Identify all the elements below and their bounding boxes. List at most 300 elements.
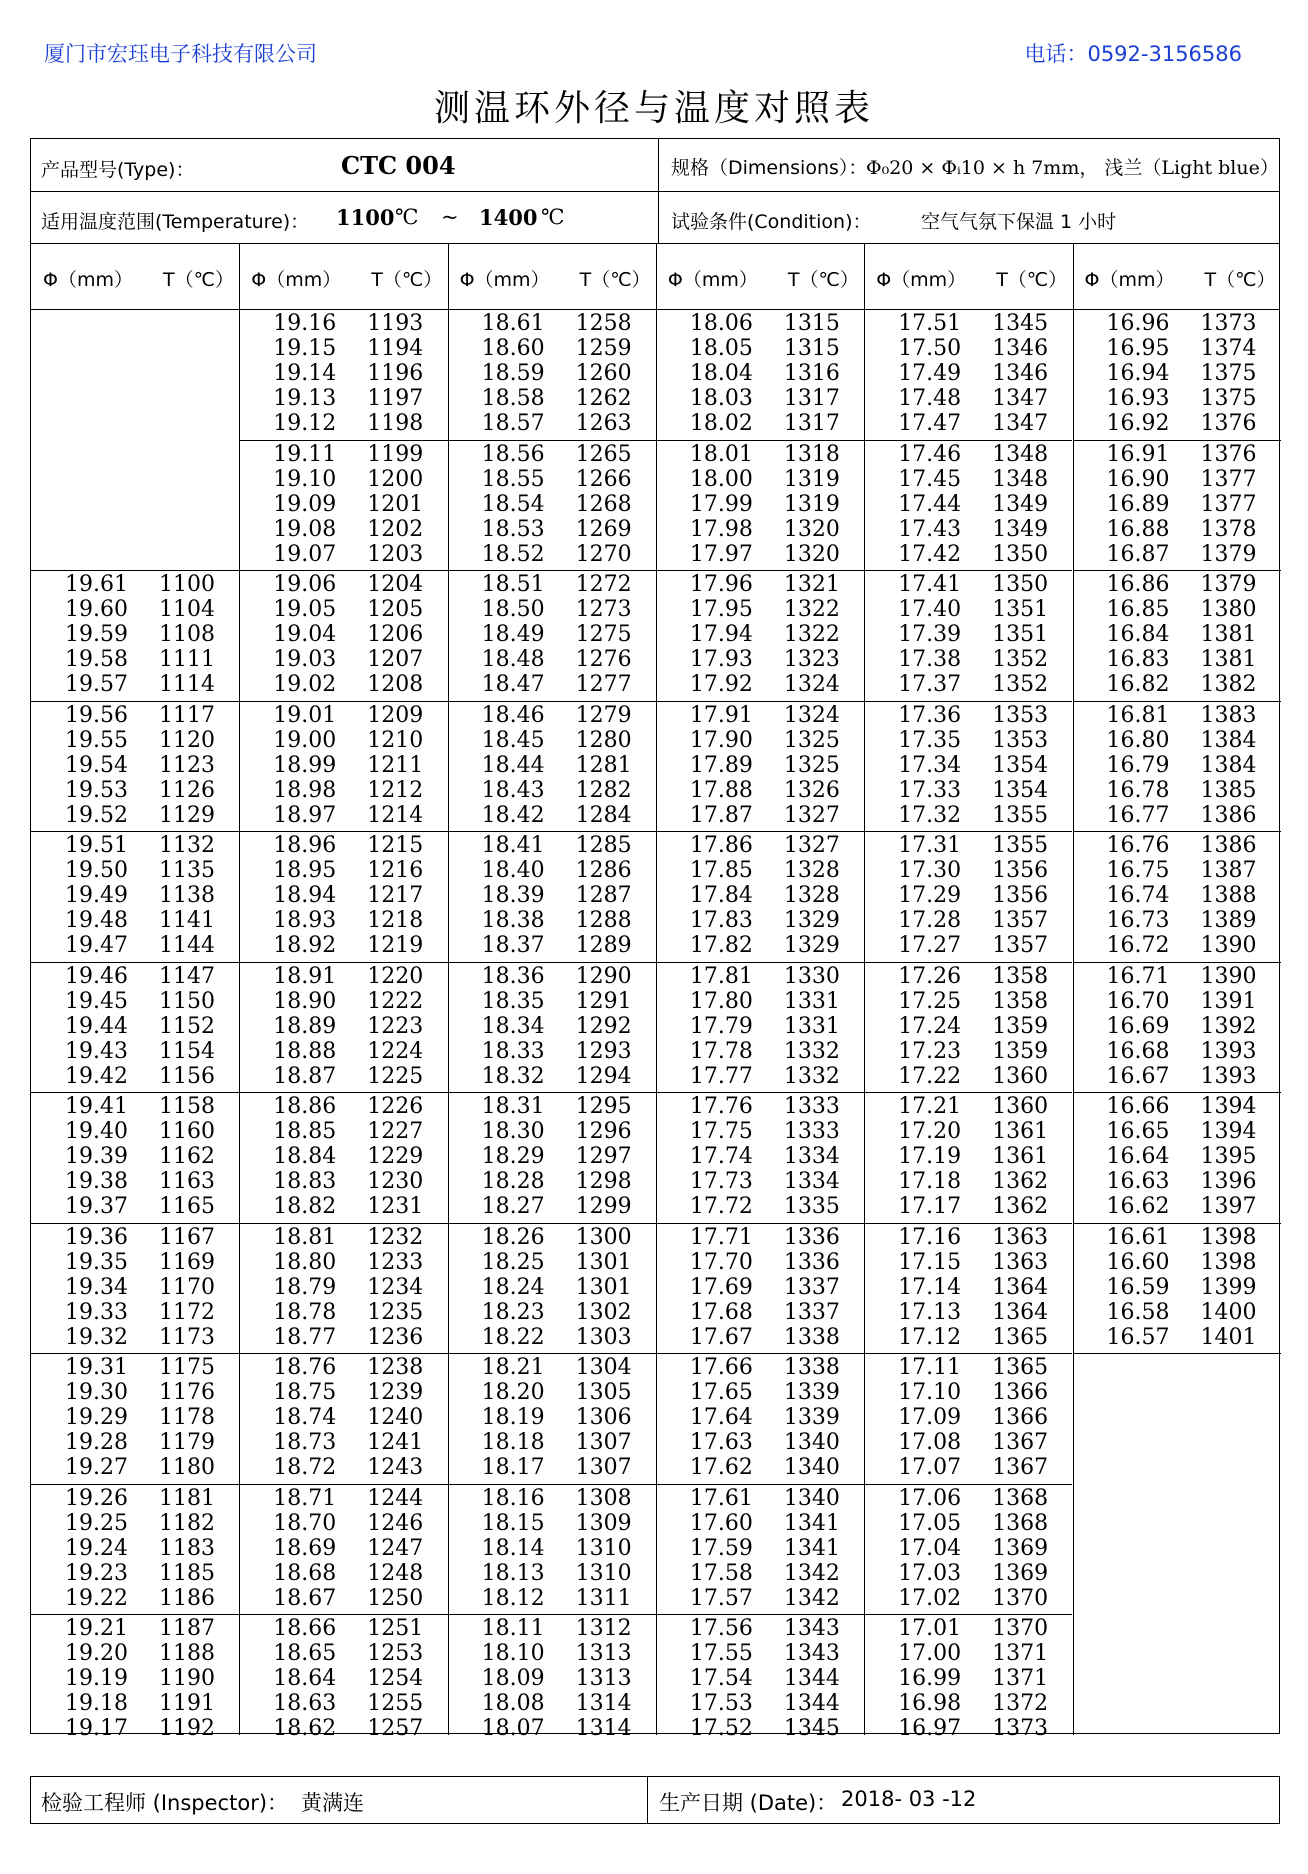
diameter-value: 17.20 xyxy=(898,1119,962,1144)
table-row xyxy=(239,1275,447,1300)
table-row xyxy=(864,1355,1072,1380)
table-row xyxy=(1073,1014,1281,1039)
table-row xyxy=(1073,1094,1281,1119)
diameter-value: 16.70 xyxy=(1106,988,1170,1014)
temperature-value: 1360 xyxy=(992,1063,1049,1089)
temperature-value: 1324 xyxy=(783,672,840,697)
table-row xyxy=(448,492,656,517)
table-row xyxy=(1073,833,1281,858)
diameter-value: 17.88 xyxy=(689,777,753,803)
dimensions-label: 规格（Dimensions）： xyxy=(671,157,868,179)
diameter-value: 17.99 xyxy=(689,491,753,517)
temperature-value: 1339 xyxy=(783,1405,840,1430)
table-row xyxy=(656,492,864,517)
temperature-value: 1231 xyxy=(367,1194,424,1219)
diameter-value: 17.09 xyxy=(898,1405,962,1430)
temperature-value: 1313 xyxy=(575,1641,632,1666)
table-row xyxy=(864,336,1072,361)
table-row xyxy=(239,1561,447,1586)
type-value: CTC 004 xyxy=(341,151,456,180)
temperature-value: 1311 xyxy=(575,1585,632,1611)
diameter-value: 17.13 xyxy=(898,1299,962,1325)
temperature-value: 1176 xyxy=(159,1380,215,1405)
diameter-value: 17.77 xyxy=(689,1063,753,1089)
table-row xyxy=(864,933,1072,958)
diameter-value: 18.92 xyxy=(273,933,337,958)
temperature-value: 1254 xyxy=(367,1666,424,1691)
temperature-value: 1319 xyxy=(783,466,840,492)
temperature-value: 1279 xyxy=(575,702,632,728)
diameter-value: 18.71 xyxy=(273,1485,337,1511)
diameter-value: 17.22 xyxy=(898,1063,962,1089)
temperature-value: 1114 xyxy=(159,672,215,697)
diameter-value: 18.10 xyxy=(481,1641,545,1666)
diameter-value: 17.18 xyxy=(898,1169,962,1194)
table-row xyxy=(1073,572,1281,597)
table-row xyxy=(239,1225,447,1250)
temperature-value: 1354 xyxy=(992,777,1049,803)
diameter-value: 17.44 xyxy=(898,491,962,517)
diameter-value: 18.07 xyxy=(481,1716,545,1741)
temperature-value: 1238 xyxy=(367,1355,424,1380)
temperature-value: 1398 xyxy=(1200,1224,1257,1250)
table-row xyxy=(656,442,864,467)
diameter-value: 18.65 xyxy=(273,1641,337,1666)
temperature-value: 1173 xyxy=(159,1324,215,1350)
range-unit: ℃ xyxy=(541,205,565,229)
divider xyxy=(647,1777,648,1823)
temperature-value: 1200 xyxy=(367,466,424,492)
diameter-value: 19.47 xyxy=(65,933,128,958)
temperature-value: 1346 xyxy=(992,361,1049,386)
table-row xyxy=(239,1169,447,1194)
diameter-value: 17.83 xyxy=(689,908,753,933)
temperature-value: 1323 xyxy=(783,647,840,672)
temperature-value: 1181 xyxy=(159,1485,215,1511)
diameter-value: 16.95 xyxy=(1106,336,1170,361)
diameter-value: 19.07 xyxy=(273,541,337,567)
conversion-table xyxy=(30,138,1280,1741)
temperature-value: 1387 xyxy=(1200,858,1257,883)
table-row xyxy=(239,1586,447,1611)
temperature-value: 1393 xyxy=(1200,1038,1257,1064)
temperature-value: 1308 xyxy=(575,1485,632,1511)
table-row xyxy=(864,883,1072,908)
diameter-value: 18.15 xyxy=(481,1510,545,1536)
diameter-value: 17.60 xyxy=(689,1510,753,1536)
temperature-value: 1259 xyxy=(575,336,632,361)
table-row xyxy=(656,1455,864,1480)
diameter-value: 19.06 xyxy=(273,572,337,597)
temperature-value: 1282 xyxy=(575,777,632,803)
table-row xyxy=(1073,1275,1281,1300)
table-row xyxy=(448,883,656,908)
temperature-value: 1196 xyxy=(367,361,424,386)
diameter-value: 18.26 xyxy=(481,1224,545,1250)
temperature-value: 1340 xyxy=(783,1430,840,1455)
temperature-value: 1183 xyxy=(159,1535,215,1561)
temperature-value: 1375 xyxy=(1200,386,1257,411)
diameter-value: 18.84 xyxy=(273,1144,337,1169)
table-row xyxy=(1073,1325,1281,1350)
table-row xyxy=(448,1536,656,1561)
table-row xyxy=(31,1325,239,1350)
table-row xyxy=(448,1691,656,1716)
diameter-value: 19.21 xyxy=(65,1616,128,1641)
table-row xyxy=(31,1119,239,1144)
table-row xyxy=(864,1250,1072,1275)
temperature-value: 1335 xyxy=(783,1194,840,1219)
table-row xyxy=(1073,672,1281,697)
diameter-value: 19.03 xyxy=(273,647,337,672)
diameter-value: 18.09 xyxy=(481,1666,545,1691)
divider xyxy=(448,1223,656,1224)
temperature-value: 1258 xyxy=(575,311,632,336)
diameter-value: 19.18 xyxy=(65,1691,128,1716)
table-row xyxy=(239,1119,447,1144)
diameter-value: 16.89 xyxy=(1106,491,1170,517)
temperature-value: 1186 xyxy=(159,1585,215,1611)
temperature-value: 1334 xyxy=(783,1144,840,1169)
temperature-value: 1364 xyxy=(992,1299,1049,1325)
temperature-value: 1314 xyxy=(575,1691,632,1716)
table-row xyxy=(656,311,864,336)
page-title: 测温环外径与温度对照表 xyxy=(433,88,874,129)
diameter-value: 17.14 xyxy=(898,1274,962,1300)
diameter-value: 19.33 xyxy=(65,1299,128,1325)
diameter-value: 19.54 xyxy=(65,752,128,778)
temperature-value: 1163 xyxy=(159,1169,215,1194)
table-row xyxy=(656,964,864,989)
temperature-value: 1108 xyxy=(159,622,215,647)
diameter-value: 18.14 xyxy=(481,1535,545,1561)
diameter-value: 19.40 xyxy=(65,1119,128,1144)
table-row xyxy=(239,1536,447,1561)
diameter-value: 19.01 xyxy=(273,702,337,728)
temperature-value: 1355 xyxy=(992,833,1049,858)
temperature-value: 1269 xyxy=(575,516,632,542)
table-row xyxy=(448,1325,656,1350)
divider xyxy=(31,1614,239,1615)
temperature-value: 1390 xyxy=(1200,963,1257,989)
temperature-value: 1208 xyxy=(367,672,424,697)
table-row xyxy=(31,1511,239,1536)
diameter-value: 17.24 xyxy=(898,1013,962,1039)
table-row xyxy=(239,336,447,361)
temperature-value: 1158 xyxy=(159,1094,215,1119)
table-row xyxy=(31,1300,239,1325)
temperature-value: 1265 xyxy=(575,441,632,467)
date-label: 生产日期 (Date)： xyxy=(659,1791,838,1815)
table-row xyxy=(1073,336,1281,361)
table-row xyxy=(864,1380,1072,1405)
table-row xyxy=(31,1039,239,1064)
inspector-name: 黄满连 xyxy=(301,1791,364,1815)
temperature-value: 1241 xyxy=(367,1430,424,1455)
diameter-value: 17.16 xyxy=(898,1224,962,1250)
temperature-value: 1194 xyxy=(367,336,424,361)
table-row xyxy=(448,1455,656,1480)
table-row xyxy=(1073,1064,1281,1089)
temperature-value: 1338 xyxy=(783,1324,840,1350)
temperature-value: 1312 xyxy=(575,1616,632,1641)
table-row xyxy=(31,1014,239,1039)
temperature-value: 1369 xyxy=(992,1535,1049,1561)
table-row xyxy=(656,1225,864,1250)
diameter-value: 16.72 xyxy=(1106,933,1170,958)
temperature-value: 1363 xyxy=(992,1249,1049,1275)
table-row xyxy=(1073,1250,1281,1275)
table-row xyxy=(448,1666,656,1691)
table-row xyxy=(864,647,1072,672)
temperature-value: 1289 xyxy=(575,933,632,958)
temperature-value: 1180 xyxy=(159,1455,215,1480)
temperature-value: 1348 xyxy=(992,441,1049,467)
diameter-value: 17.61 xyxy=(689,1485,753,1511)
table-row xyxy=(31,1666,239,1691)
table-row xyxy=(448,1064,656,1089)
diameter-value: 18.22 xyxy=(481,1324,545,1350)
temperature-value: 1281 xyxy=(575,752,632,778)
table-row xyxy=(31,1430,239,1455)
diameter-value: 18.56 xyxy=(481,441,545,467)
diameter-value: 18.32 xyxy=(481,1063,545,1089)
table-row xyxy=(239,411,447,436)
table-row xyxy=(31,1616,239,1641)
table-row xyxy=(31,703,239,728)
temperature-value: 1204 xyxy=(367,572,424,597)
temperature-value: 1318 xyxy=(783,441,840,467)
table-row xyxy=(31,933,239,958)
temperature-value: 1250 xyxy=(367,1585,424,1611)
table-row xyxy=(656,1275,864,1300)
diameter-value: 16.67 xyxy=(1106,1063,1170,1089)
range-label: 适用温度范围(Temperature)： xyxy=(41,211,310,233)
table-row xyxy=(239,622,447,647)
temperature-value: 1154 xyxy=(159,1038,215,1064)
diameter-value: 17.69 xyxy=(689,1274,753,1300)
temperature-value: 1270 xyxy=(575,541,632,567)
diameter-value: 17.47 xyxy=(898,411,962,436)
diameter-value: 17.12 xyxy=(898,1324,962,1350)
diameter-value: 18.77 xyxy=(273,1324,337,1350)
diameter-value: 17.62 xyxy=(689,1455,753,1480)
diameter-value: 17.08 xyxy=(898,1430,962,1455)
temperature-value: 1170 xyxy=(159,1274,215,1300)
diameter-value: 19.45 xyxy=(65,988,128,1014)
table-row xyxy=(31,1561,239,1586)
temperature-value: 1225 xyxy=(367,1063,424,1089)
table-row xyxy=(864,778,1072,803)
table-row xyxy=(1073,1194,1281,1219)
temperature-value: 1262 xyxy=(575,386,632,411)
table-row xyxy=(656,597,864,622)
diameter-value: 18.95 xyxy=(273,858,337,883)
table-row xyxy=(656,672,864,697)
table-row xyxy=(656,753,864,778)
table-row xyxy=(31,908,239,933)
diameter-value: 17.02 xyxy=(898,1585,962,1611)
diameter-value: 17.25 xyxy=(898,988,962,1014)
diameter-value: 19.44 xyxy=(65,1013,128,1039)
diameter-value: 19.19 xyxy=(65,1666,128,1691)
temperature-value: 1370 xyxy=(992,1616,1049,1641)
table-row xyxy=(239,1405,447,1430)
diameter-value: 17.36 xyxy=(898,702,962,728)
diameter-value: 16.99 xyxy=(898,1666,962,1691)
diameter-value: 17.79 xyxy=(689,1013,753,1039)
temperature-value: 1295 xyxy=(575,1094,632,1119)
temperature-value: 1285 xyxy=(575,833,632,858)
diameter-value: 16.59 xyxy=(1106,1274,1170,1300)
temperature-value: 1310 xyxy=(575,1535,632,1561)
temperature-value: 1156 xyxy=(159,1063,215,1089)
diameter-value: 18.18 xyxy=(481,1430,545,1455)
divider xyxy=(1073,440,1281,441)
table-row xyxy=(656,1094,864,1119)
temperature-value: 1280 xyxy=(575,727,632,753)
temperature-value: 1325 xyxy=(783,752,840,778)
table-row xyxy=(448,833,656,858)
temperature-value: 1336 xyxy=(783,1249,840,1275)
table-row xyxy=(656,1014,864,1039)
diameter-value: 17.37 xyxy=(898,672,962,697)
table-row xyxy=(239,467,447,492)
table-row xyxy=(239,1716,447,1741)
temperature-value: 1394 xyxy=(1200,1119,1257,1144)
diameter-value: 18.58 xyxy=(481,386,545,411)
temperature-value: 1336 xyxy=(783,1224,840,1250)
table-row xyxy=(656,1486,864,1511)
diameter-value: 18.78 xyxy=(273,1299,337,1325)
diameter-value: 16.68 xyxy=(1106,1038,1170,1064)
temperature-value: 1399 xyxy=(1200,1274,1257,1300)
temperature-value: 1266 xyxy=(575,466,632,492)
diameter-value: 18.74 xyxy=(273,1405,337,1430)
table-row xyxy=(239,1094,447,1119)
diameter-value: 17.94 xyxy=(689,622,753,647)
diameter-value: 18.23 xyxy=(481,1299,545,1325)
temperature-value: 1290 xyxy=(575,963,632,989)
table-row xyxy=(656,858,864,883)
table-row xyxy=(864,1064,1072,1089)
diameter-value: 17.07 xyxy=(898,1455,962,1480)
temperature-value: 1217 xyxy=(367,883,424,908)
temperature-value: 1307 xyxy=(575,1455,632,1480)
diameter-value: 19.53 xyxy=(65,777,128,803)
diameter-value: 19.09 xyxy=(273,491,337,517)
diameter-value: 17.21 xyxy=(898,1094,962,1119)
diameter-value: 19.25 xyxy=(65,1510,128,1536)
diameter-value: 17.41 xyxy=(898,572,962,597)
temperature-value: 1224 xyxy=(367,1038,424,1064)
temperature-value: 1330 xyxy=(783,963,840,989)
temperature-value: 1169 xyxy=(159,1249,215,1275)
table-row xyxy=(448,1169,656,1194)
temperature-value: 1294 xyxy=(575,1063,632,1089)
diameter-value: 17.31 xyxy=(898,833,962,858)
diameter-value: 17.84 xyxy=(689,883,753,908)
temperature-value: 1393 xyxy=(1200,1063,1257,1089)
temperature-value: 1111 xyxy=(159,647,215,672)
temperature-value: 1165 xyxy=(159,1194,215,1219)
table-row xyxy=(656,1039,864,1064)
temperature-value: 1325 xyxy=(783,727,840,753)
temperature-value: 1263 xyxy=(575,411,632,436)
table-row xyxy=(1073,1039,1281,1064)
diameter-value: 19.46 xyxy=(65,963,128,989)
date-value: 2018- 03 -12 xyxy=(841,1787,977,1811)
table-row xyxy=(448,728,656,753)
table-row xyxy=(864,1616,1072,1641)
table-row xyxy=(1073,411,1281,436)
table-row xyxy=(239,1014,447,1039)
table-row xyxy=(656,933,864,958)
column-header-phi: Φ（mm） xyxy=(1084,269,1175,291)
temperature-value: 1179 xyxy=(159,1430,215,1455)
table-row xyxy=(1073,753,1281,778)
table-row xyxy=(448,1194,656,1219)
temperature-value: 1374 xyxy=(1200,336,1257,361)
temperature-value: 1222 xyxy=(367,988,424,1014)
temperature-value: 1348 xyxy=(992,466,1049,492)
table-row xyxy=(656,647,864,672)
column-header-temp: T（℃） xyxy=(579,269,651,291)
diameter-value: 17.64 xyxy=(689,1405,753,1430)
temperature-value: 1400 xyxy=(1200,1299,1257,1325)
table-row xyxy=(239,1064,447,1089)
temperature-value: 1371 xyxy=(992,1666,1049,1691)
table-row xyxy=(239,803,447,828)
table-row xyxy=(448,1511,656,1536)
temperature-value: 1296 xyxy=(575,1119,632,1144)
table-row xyxy=(656,517,864,542)
table-row xyxy=(448,753,656,778)
table-row xyxy=(448,336,656,361)
diameter-value: 18.67 xyxy=(273,1585,337,1611)
temperature-value: 1378 xyxy=(1200,516,1257,542)
diameter-value: 17.50 xyxy=(898,336,962,361)
temperature-value: 1144 xyxy=(159,933,215,958)
diameter-value: 18.76 xyxy=(273,1355,337,1380)
temperature-value: 1362 xyxy=(992,1169,1049,1194)
diameter-value: 18.87 xyxy=(273,1063,337,1089)
diameter-value: 17.35 xyxy=(898,727,962,753)
table-row xyxy=(864,1119,1072,1144)
temperature-value: 1357 xyxy=(992,933,1049,958)
diameter-value: 19.05 xyxy=(273,597,337,622)
table-row xyxy=(864,1430,1072,1455)
table-row xyxy=(864,597,1072,622)
table-row xyxy=(656,411,864,436)
diameter-value: 18.81 xyxy=(273,1224,337,1250)
diameter-value: 19.34 xyxy=(65,1274,128,1300)
table-row xyxy=(448,1561,656,1586)
temperature-value: 1401 xyxy=(1200,1324,1257,1350)
temperature-value: 1104 xyxy=(159,597,215,622)
diameter-value: 17.67 xyxy=(689,1324,753,1350)
temperature-value: 1389 xyxy=(1200,908,1257,933)
table-row xyxy=(448,1014,656,1039)
table-row xyxy=(31,1716,239,1741)
temperature-value: 1187 xyxy=(159,1616,215,1641)
table-row xyxy=(448,386,656,411)
temperature-value: 1337 xyxy=(783,1274,840,1300)
temperature-value: 1310 xyxy=(575,1560,632,1586)
table-row xyxy=(1073,1144,1281,1169)
temperature-value: 1396 xyxy=(1200,1169,1257,1194)
diameter-value: 16.58 xyxy=(1106,1299,1170,1325)
